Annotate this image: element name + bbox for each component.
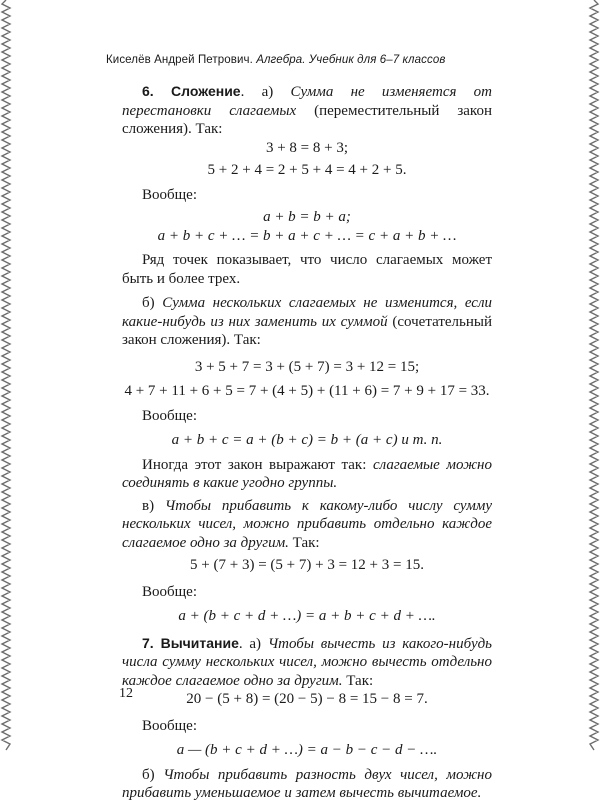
section-7a-so: Так: bbox=[346, 672, 374, 689]
running-header bbox=[106, 54, 506, 66]
section-6b-note-prefix: Иногда этот закон выражают так: bbox=[142, 456, 367, 473]
formula: a + b + c + … = b + a + c + … = c + a + b + … bbox=[157, 227, 457, 244]
section-6a-paragraph: 6. Сложение. а) Сумма не изменяется от перестановки слагаемых (переместительный закон сложения). Так: bbox=[122, 83, 492, 137]
section-7a-rule: Чтобы вычесть из какого-нибудь числа сумму нескольких чисел, можно вычесть отдельно каждое слагаемое одно за другим. bbox=[122, 635, 492, 689]
formula: 5 + 2 + 4 = 2 + 5 + 4 = 4 + 2 + 5. bbox=[207, 162, 407, 178]
general-word: Вообще: bbox=[142, 186, 198, 203]
section-6c-marker: в) bbox=[142, 497, 155, 514]
section-6b-marker: б) bbox=[142, 295, 155, 311]
general-word: Вообще: bbox=[142, 407, 198, 424]
formula: 3 + 8 = 8 + 3; bbox=[265, 139, 349, 156]
section-6a-law: (переместительный закон сложения). Так: bbox=[122, 102, 492, 137]
section-6c-rule: Чтобы прибавить к какому-либо числу сумму нескольких чисел, можно прибавить отдельно каждое слагаемое одно за другим. bbox=[122, 497, 492, 551]
formula: 3 + 5 + 7 = 3 + (5 + 7) = 3 + 12 = 15; bbox=[194, 358, 420, 375]
section-6a-rule: Сумма не изменяется от перестановки слагаемых bbox=[122, 84, 492, 119]
section-6b-note-rule: слагаемые можно соединять в какие угодно группы. bbox=[122, 456, 493, 491]
formula: a + b = b + a; bbox=[263, 209, 351, 225]
section-6b-rule: Сумма нескольких слагаемых не изменится, если какие-нибудь из них заменить их суммой bbox=[122, 295, 493, 330]
header-book-title: Алгебра. Учебник для 6–7 классов bbox=[256, 54, 446, 66]
formula: a — (b + c + d + …) = a − b − c − d − …. bbox=[176, 742, 438, 758]
general-word: Вообще: bbox=[142, 717, 198, 734]
page-number: 12 bbox=[119, 686, 133, 701]
page-content bbox=[122, 82, 492, 803]
section-6c-paragraph bbox=[122, 497, 492, 553]
formula: 20 − (5 + 8) = (20 − 5) − 8 = 15 − 8 = 7. bbox=[186, 691, 428, 707]
section-7b-marker: б) bbox=[142, 766, 155, 783]
section-7a-marker: а) bbox=[249, 635, 262, 652]
section-6-heading: 6. Сложение bbox=[142, 83, 241, 99]
right-decorative-border bbox=[588, 0, 600, 750]
section-7a-paragraph: 7. Вычитание. а) Чтобы вычесть из какого-нибудь числа сумму нескольких чисел, можно вычесть отдельно каждое слагаемое одно за другим. Так: bbox=[122, 634, 492, 689]
section-6b-note bbox=[122, 456, 492, 493]
section-7-heading: 7. Вычитание bbox=[142, 634, 239, 651]
section-6a-note: Ряд точек показывает, что число слагаемых может быть и более трех. bbox=[122, 252, 492, 287]
formula: a + (b + c + d + …) = a + b + c + d + …. bbox=[178, 608, 436, 624]
section-6c-so: Так: bbox=[292, 534, 320, 551]
left-decorative-border bbox=[0, 0, 12, 750]
section-7b-paragraph bbox=[122, 766, 492, 803]
section-6a-marker: а) bbox=[261, 84, 274, 100]
header-author: Киселёв Андрей Петрович. bbox=[106, 54, 253, 66]
formula: a + b + c = a + (b + c) = b + (a + c) и т. п. bbox=[171, 432, 443, 448]
section-7b-rule: Чтобы прибавить разность двух чисел, можно прибавить уменьшаемое и затем вычесть вычитаемое. bbox=[122, 766, 492, 801]
section-6b-law: (сочетательный закон сложения). Так: bbox=[122, 313, 493, 348]
section-6b-paragraph bbox=[122, 294, 492, 350]
formula: 4 + 7 + 11 + 6 + 5 = 7 + (4 + 5) + (11 + 6) = 7 + 9 + 17 = 33. bbox=[124, 383, 490, 399]
general-word: Вообще: bbox=[142, 583, 198, 600]
formula: 5 + (7 + 3) = (5 + 7) + 3 = 12 + 3 = 15. bbox=[190, 557, 424, 573]
